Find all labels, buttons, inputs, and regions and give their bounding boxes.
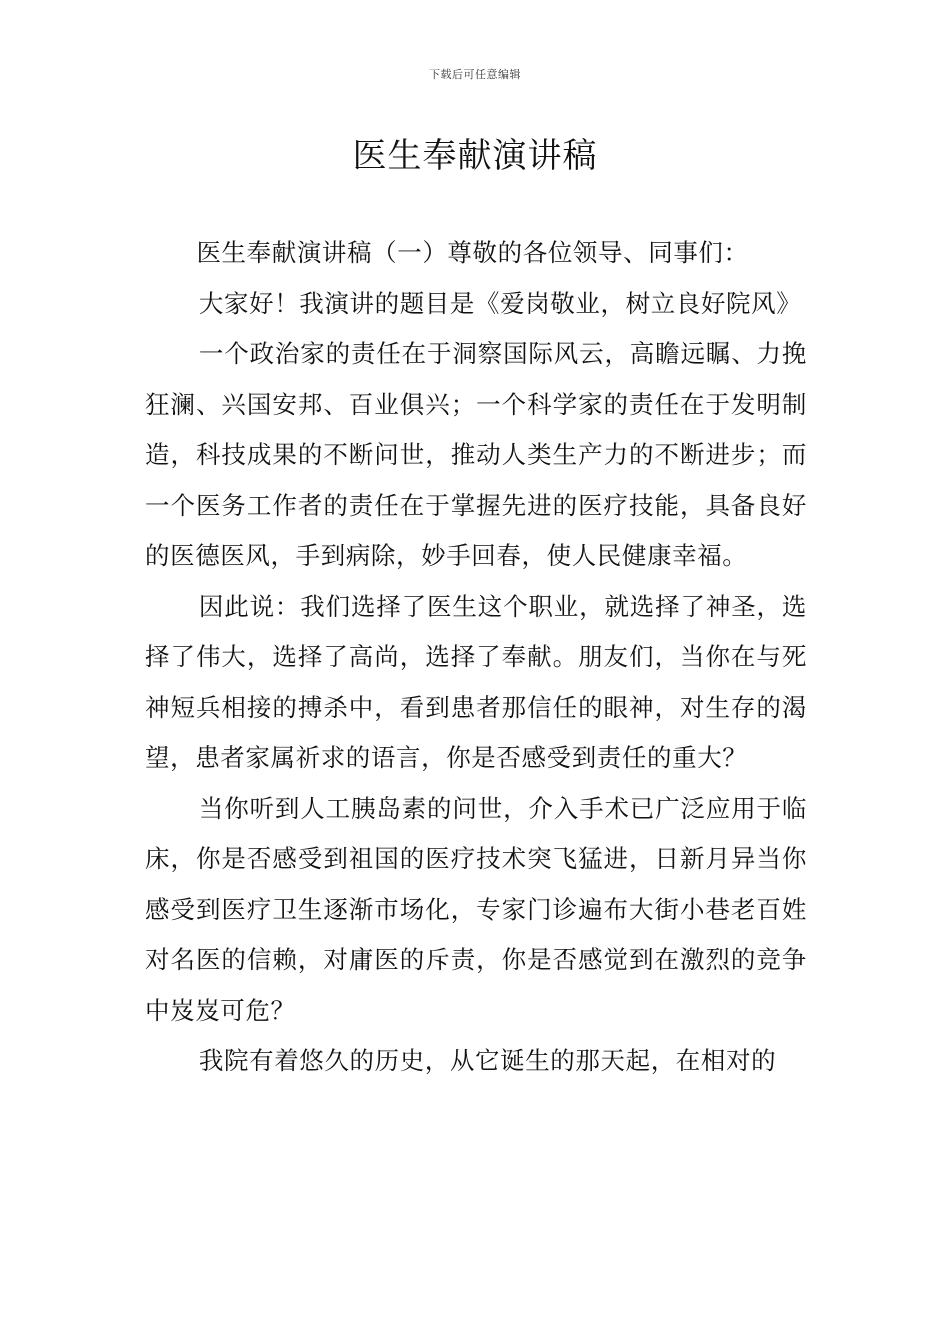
paragraph-responsibility: 一个政治家的责任在于洞察国际风云，高瞻远瞩、力挽狂澜、兴国安邦、百业俱兴；一个科学家的责任在于发明制造，科技成果的不断问世，推动人类生产力的不断进步；而一个医务工作者的责任在于掌握先进的医疗技能，具备良好的医德医风，手到病除，妙手回春，使人民健康幸福。	[145, 339, 807, 570]
document-title: 医生奉献演讲稿	[352, 136, 598, 176]
paragraph-history: 我院有着悠久的历史，从它诞生的那天起，在相对的	[198, 1046, 777, 1075]
paragraph-greeting: 医生奉献演讲稿（一）尊敬的各位领导、同事们：	[196, 238, 749, 267]
paragraph-topic: 大家好！我演讲的题目是《爱岗敬业，树立良好院风》	[198, 288, 802, 318]
header-note: 下载后可任意编辑	[429, 68, 521, 81]
document-body	[145, 228, 807, 1087]
paragraph-progress: 当你听到人工胰岛素的问世，介入手术已广泛应用于临床，你是否感受到祖国的医疗技术突飞猛进，日新月异当你感受到医疗卫生逐渐市场化，专家门诊遍布大街小巷老百姓对名医的信赖，对庸医的斥责，你是否感觉到在激烈的竞争中岌岌可危？	[145, 793, 807, 1025]
paragraph-choice: 因此说：我们选择了医生这个职业，就选择了神圣，选择了伟大，选择了高尚，选择了奉献。朋友们，当你在与死神短兵相接的搏杀中，看到患者那信任的眼神，对生存的渴望，患者家属祈求的语言，你是否感受到责任的重大？	[145, 591, 807, 772]
